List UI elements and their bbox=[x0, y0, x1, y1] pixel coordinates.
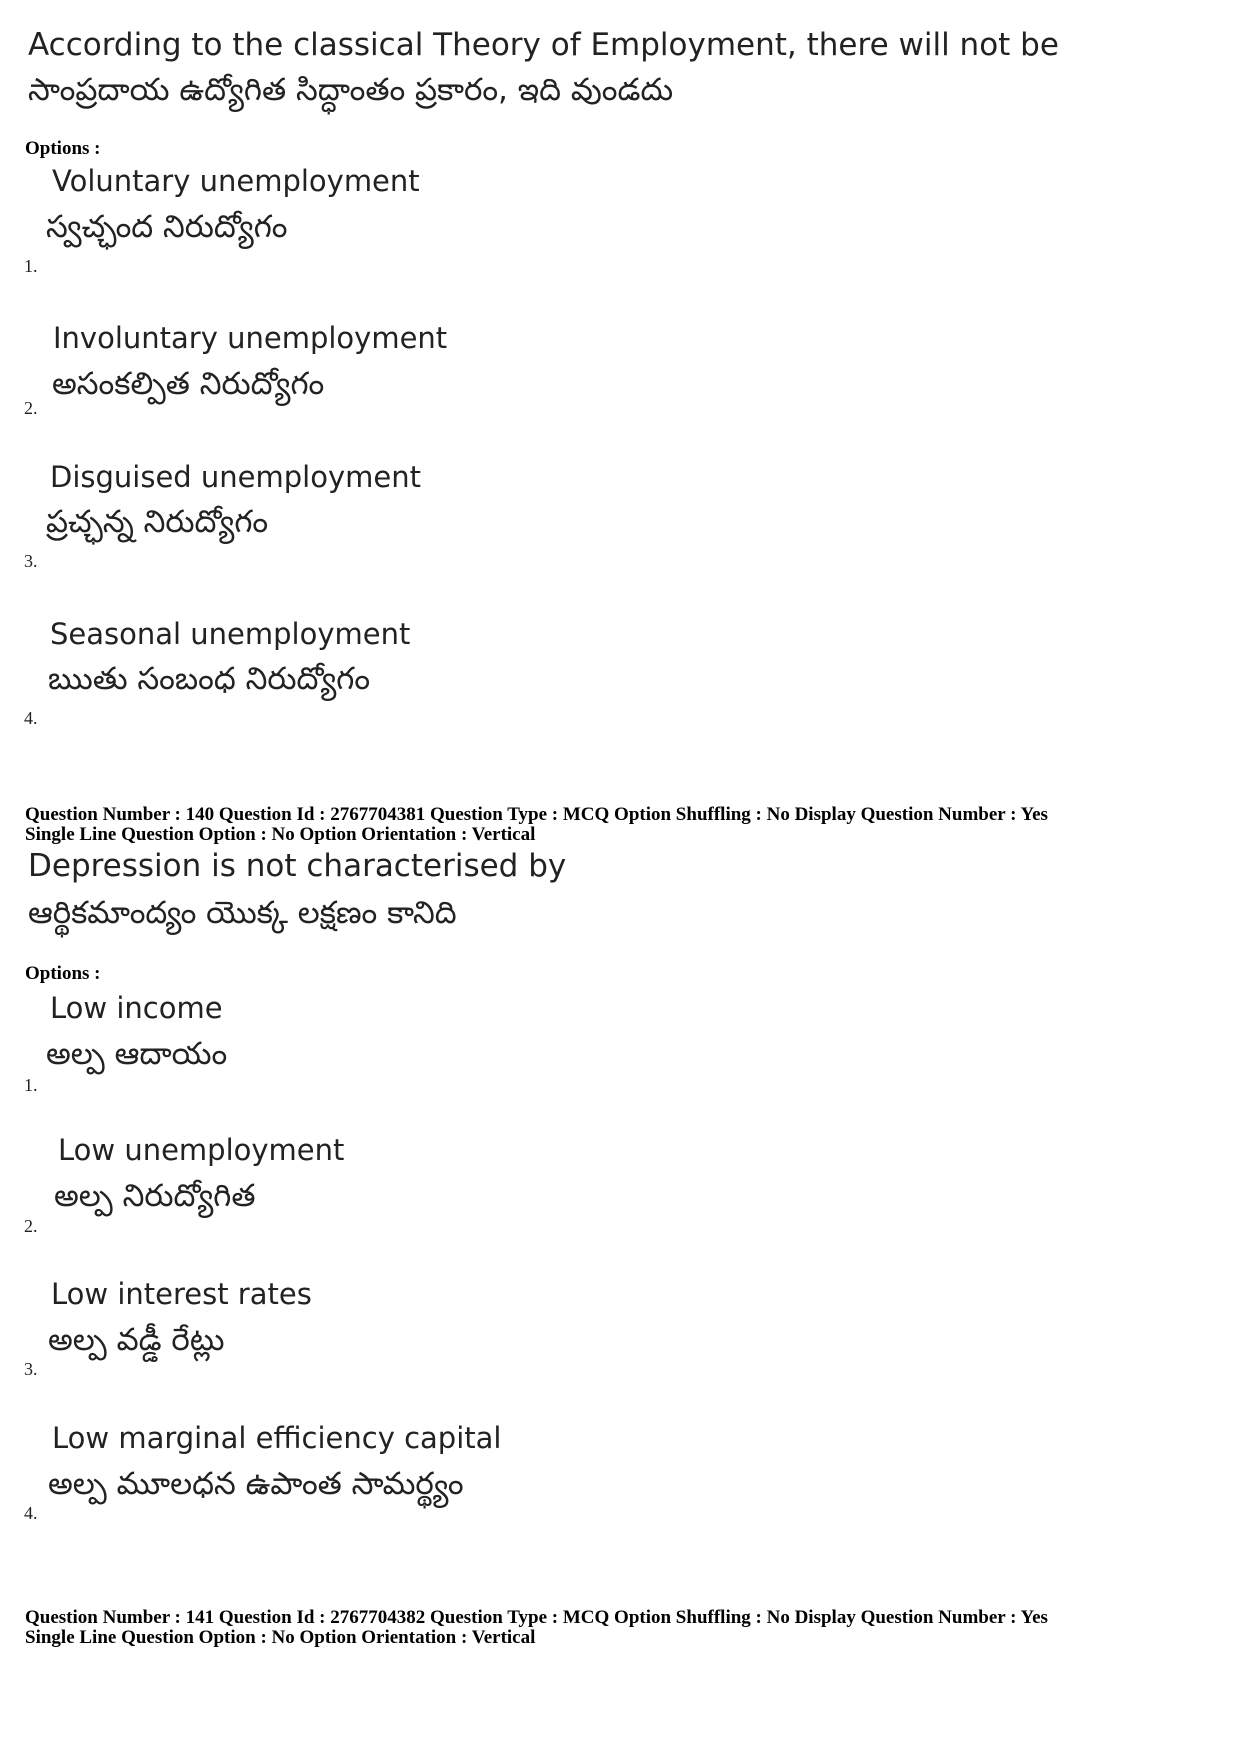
option-text-telugu: ఋతు సంబంధ నిరుద్యోగం bbox=[48, 661, 371, 697]
question-meta-line: Single Line Question Option : No Option Orientation : Vertical bbox=[25, 824, 536, 845]
option-number: 1. bbox=[24, 1075, 38, 1095]
option-text-telugu: అసంకల్పిత నిరుద్యోగం bbox=[52, 366, 325, 402]
question-text-english: Depression is not characterised by bbox=[28, 848, 567, 884]
option-text-english: Low income bbox=[50, 991, 223, 1025]
option-text-english: Seasonal unemployment bbox=[50, 617, 411, 651]
option-number: 3. bbox=[24, 1359, 38, 1379]
option-text-telugu: ప్రచ్ఛన్న నిరుద్యోగం bbox=[46, 504, 269, 540]
option-text-telugu: స్వచ్ఛంద నిరుద్యోగం bbox=[46, 209, 288, 245]
option-text-telugu: అల్ప ఆదాయం bbox=[46, 1036, 228, 1072]
question-text-telugu: సాంప్రదాయ ఉద్యోగిత సిద్ధాంతం ప్రకారం, ఇది వుండదు bbox=[28, 72, 674, 108]
option-number: 4. bbox=[24, 708, 38, 728]
option-text-english: Voluntary unemployment bbox=[52, 164, 420, 198]
option-number: 1. bbox=[24, 256, 38, 276]
option-text-english: Disguised unemployment bbox=[50, 460, 421, 494]
option-text-telugu: అల్ప నిరుద్యోగిత bbox=[54, 1178, 256, 1214]
option-text-english: Involuntary unemployment bbox=[53, 321, 448, 355]
option-number: 3. bbox=[24, 551, 38, 571]
question-meta-line: Single Line Question Option : No Option Orientation : Vertical bbox=[25, 1627, 536, 1648]
question-meta-line: Question Number : 140 Question Id : 2767704381 Question Type : MCQ Option Shuffling : No Display Question Number : Yes bbox=[25, 804, 1048, 825]
options-label: Options : bbox=[25, 138, 101, 159]
option-number: 2. bbox=[24, 1216, 38, 1236]
option-text-english: Low interest rates bbox=[51, 1277, 312, 1311]
option-number: 2. bbox=[24, 398, 38, 418]
option-text-english: Low unemployment bbox=[58, 1133, 345, 1167]
question-text-telugu: ఆర్థికమాంద్యం యొక్క లక్షణం కానిది bbox=[28, 895, 457, 931]
question-text-english: According to the classical Theory of Employment, there will not be bbox=[28, 27, 1059, 63]
option-text-telugu: అల్ప మూలధన ఉపాంత సామర్థ్యం bbox=[48, 1466, 464, 1502]
option-text-telugu: అల్ప వడ్డీ రేట్లు bbox=[48, 1322, 225, 1358]
question-meta-line: Question Number : 141 Question Id : 2767704382 Question Type : MCQ Option Shuffling : No Display Question Number : Yes bbox=[25, 1607, 1048, 1628]
option-text-english: Low marginal efficiency capital bbox=[52, 1421, 502, 1455]
option-number: 4. bbox=[24, 1503, 38, 1523]
options-label: Options : bbox=[25, 963, 101, 984]
